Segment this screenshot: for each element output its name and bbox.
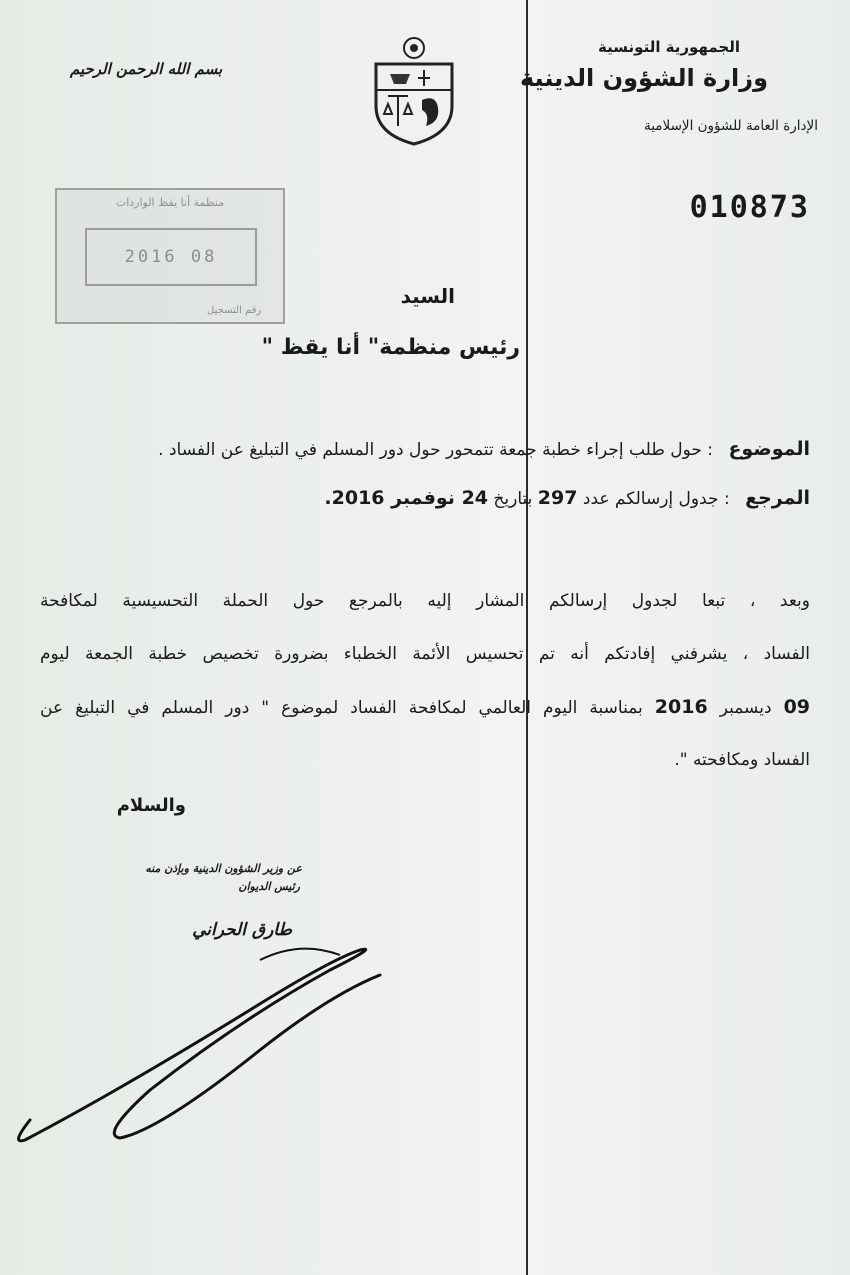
closing-greeting: والسلام: [116, 795, 186, 816]
signature-role: رئيس الديوان: [238, 880, 300, 893]
coat-of-arms-emblem: [370, 34, 458, 146]
received-stamp: [55, 188, 285, 324]
signatory-name: طارق الحراني: [192, 920, 292, 940]
recipient-title: رئيس منظمة" أنا يقظ ": [261, 335, 520, 360]
body-line-2: الفساد ، يشرفني إفادتكم أنه تم تحسيس الأئمة الخطباء بضرورة تخصيص خطبة الجمعة ليوم: [40, 644, 810, 664]
body-day: 09: [783, 696, 811, 718]
ministry-name: وزارة الشؤون الدينية: [519, 64, 768, 92]
department-name: الإدارة العامة للشؤون الإسلامية: [643, 118, 818, 134]
body-line-1: وبعد ، تبعا لجدول إرسالكم المشار إليه بالمرجع حول الحملة التحسيسية لمكافحة: [40, 591, 810, 611]
reference-label: المرجع: [745, 487, 810, 509]
body-line-4: الفساد ومكافحته ".: [674, 750, 810, 770]
stamp-footer: رقم التسجيل: [207, 305, 262, 316]
reference-mid: بتاريخ: [493, 489, 533, 509]
signature-authority: عن وزير الشؤون الدينية وبإذن منه: [145, 862, 302, 875]
country-name: الجمهورية التونسية: [598, 38, 740, 56]
body-month: ديسمبر: [719, 698, 772, 718]
subject-line: الموضوع : حول طلب إجراء خطبة جمعة تتمحور حول دور المسلم في التبليغ عن الفساد .: [158, 438, 810, 460]
reference-pre: جدول إرسالكم عدد: [582, 489, 719, 509]
body-line-3: [40, 691, 810, 744]
salutation: السيد: [400, 284, 455, 308]
body-year: 2016: [654, 696, 708, 718]
basmala-text: بسم الله الرحمن الرحيم: [70, 60, 223, 78]
stamp-title: منظمة أنا يقظ الواردات: [115, 196, 225, 209]
subject-text: حول طلب إجراء خطبة جمعة تتمحور حول دور المسلم في التبليغ عن الفساد .: [158, 440, 702, 460]
body-line-3-rest: بمناسبة اليوم العالمي لمكافحة الفساد لموضوع " دور المسلم في التبليغ عن: [40, 698, 643, 718]
handwritten-signature: [0, 920, 420, 1150]
reference-line: المرجع : جدول إرسالكم عدد 297 بتاريخ 24 نوفمبر 2016.: [324, 487, 810, 509]
reference-number-cited: 297: [537, 487, 578, 509]
stamp-date: 2016 08: [85, 228, 257, 286]
letter-body: [40, 585, 810, 797]
subject-label: الموضوع: [728, 438, 810, 460]
reference-number: 010873: [689, 190, 810, 225]
reference-date: 24 نوفمبر 2016.: [324, 487, 489, 509]
